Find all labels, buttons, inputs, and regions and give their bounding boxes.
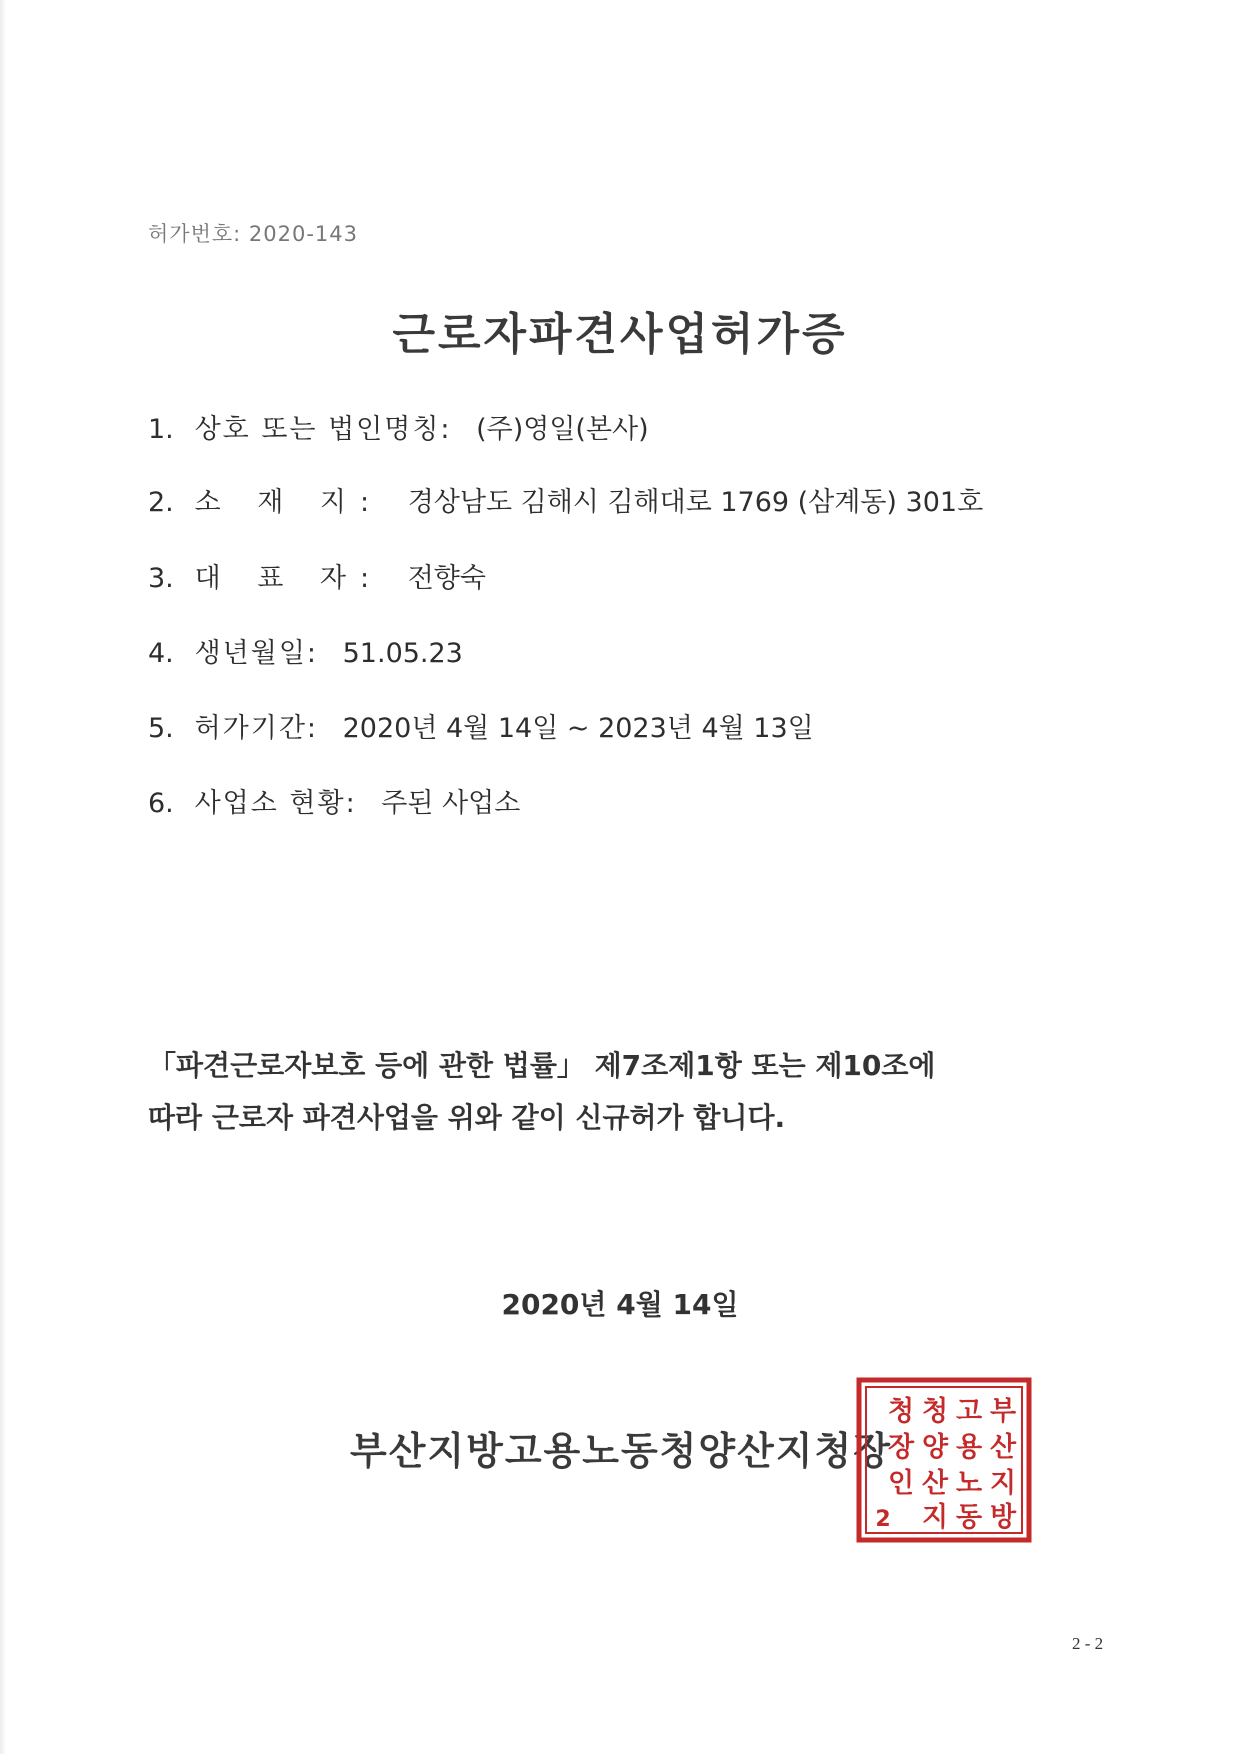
item-business-status [148, 781, 520, 820]
svg-text:지: 지 [921, 1502, 949, 1533]
svg-text:동: 동 [955, 1502, 983, 1533]
permit-number: 허가번호: 2020-143 [148, 222, 358, 246]
issue-date: 2020년 4월 14일 [501, 1288, 739, 1321]
svg-text:용: 용 [955, 1432, 983, 1463]
item-label: 사업소 현황: [194, 788, 357, 819]
document-title: 근로자파견사업허가증 [392, 309, 848, 360]
official-seal-icon [855, 1376, 1033, 1544]
item-value: 주된 사업소 [381, 788, 521, 819]
svg-text:양: 양 [921, 1432, 949, 1463]
svg-text:지: 지 [989, 1468, 1017, 1499]
item-representative [148, 556, 486, 595]
item-label: 소 재 지: [194, 487, 384, 518]
statement-line: 따라 근로자 파견사업을 위와 같이 신규허가 합니다. [148, 1101, 786, 1134]
item-value: 전향숙 [407, 563, 486, 594]
item-birth-date [148, 631, 463, 670]
svg-text:2: 2 [875, 1507, 891, 1532]
item-number: 6. [148, 788, 174, 819]
item-permit-period [148, 706, 814, 745]
item-value: 2020년 4월 14일 ~ 2023년 4월 13일 [342, 713, 814, 744]
item-number: 1. [148, 414, 174, 445]
svg-text:노: 노 [955, 1468, 983, 1499]
item-value: 경상남도 김해시 김해대로 1769 (삼계동) 301호 [407, 487, 984, 518]
svg-text:방: 방 [989, 1502, 1017, 1533]
item-label: 대 표 자: [194, 563, 384, 594]
item-label: 생년월일: [194, 638, 319, 669]
item-number: 2. [148, 487, 174, 518]
item-value: (주)영일(본사) [476, 414, 649, 445]
svg-text:부: 부 [989, 1396, 1017, 1427]
svg-text:청: 청 [887, 1396, 915, 1427]
page-number: 2 - 2 [1072, 1634, 1104, 1653]
item-value: 51.05.23 [342, 638, 463, 669]
svg-text:청: 청 [921, 1396, 949, 1427]
svg-text:고: 고 [955, 1396, 983, 1427]
svg-text:장: 장 [887, 1432, 915, 1463]
item-label: 상호 또는 법인명칭: [194, 414, 452, 445]
statement-line: 「파견근로자보호 등에 관한 법률」 제7조제1항 또는 제10조에 [148, 1049, 936, 1082]
svg-text:산: 산 [921, 1468, 949, 1499]
item-company-name [148, 407, 649, 446]
svg-text:산: 산 [989, 1432, 1017, 1463]
item-label: 허가기간: [194, 713, 319, 744]
item-number: 4. [148, 638, 174, 669]
item-number: 5. [148, 713, 174, 744]
issuer-name: 부산지방고용노동청양산지청장 [350, 1429, 892, 1473]
legal-statement [148, 1040, 935, 1144]
item-address [148, 480, 983, 519]
scan-edge [0, 0, 6, 1754]
svg-text:인: 인 [887, 1468, 915, 1499]
item-number: 3. [148, 563, 174, 594]
